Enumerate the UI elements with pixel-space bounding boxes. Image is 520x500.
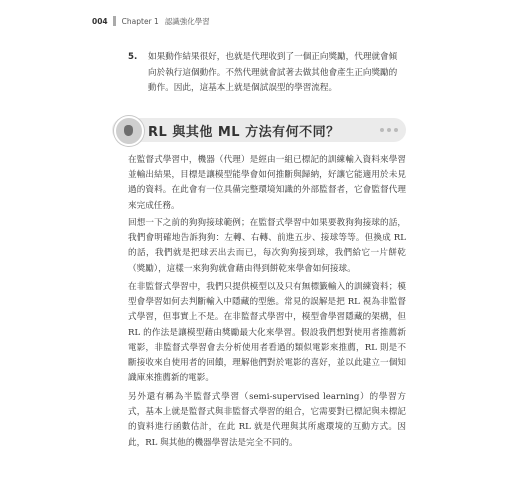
- paragraph-semi-supervised: 另外還有稱為半監督式學習（semi-supervised learning）的學習方式，基本上就是監督式與非監督式學習的組合，它需要對已標記與未標記的資料進行函數估計，在此 RL 就是代理與其所處環境的互動方式。因此，RL 與其他的機器學習法是完全不同的。: [128, 392, 406, 448]
- paragraph-unsupervised: 在非監督式學習中，我們只提供模型以及只有無標籤輸入的訓練資料；模型會學習如何去判斷輸入中隱藏的型態。常見的誤解是把 RL 視為非監督式學習，但事實上不是。在非監督式學習中，模型會學習隱藏的架構，但 RL 的作法是讓模型藉由獎勵最大化來學習。假設我們想對使用者推薦新電影，非監督式學習會去分析使用者看過的類似電影來推薦，RL 則是不斷接收來自使用者的回饋，理解他們對於電影的喜好，並以此建立一個知識庫來推薦新的電影。: [128, 282, 406, 384]
- section-title: RL 與其他 ML 方法有何不同？: [148, 125, 340, 140]
- paragraph-supervised: 在監督式學習中，機器（代理）是經由一組已標記的訓練輸入資料來學習並輸出結果，目標是讓模型能學會如何推斷與歸納，好讓它能適用於未見過的資料。在此會有一位具備完整環境知識的外部監督者，它會監督代理來完成任務。: [128, 155, 406, 211]
- page-number: 004: [92, 16, 108, 26]
- decorative-dots-icon: [380, 128, 398, 132]
- page-header: [92, 14, 210, 28]
- numbered-list-item: [128, 50, 398, 97]
- chapter-label: Chapter 1: [121, 16, 159, 26]
- section-heading-banner: [112, 118, 406, 142]
- section-bullet-icon: [114, 116, 144, 146]
- chapter-title: 認識強化學習: [164, 16, 210, 26]
- header-divider: [113, 16, 116, 26]
- list-item-text: 如果動作結果很好，也就是代理收到了一個正向獎勵，代理就會傾向於執行這個動作。不然代理就會試著去做其他會產生正向獎勵的動作。因此，這基本上就是個試誤型的學習流程。: [148, 52, 398, 93]
- list-item-number: 5.: [128, 52, 138, 62]
- paragraph-dog-example: 回想一下之前的狗狗接球範例；在監督式學習中如果要教狗狗接球的話，我們會明確地告訴狗狗：左轉、右轉、前進五步、接球等等。但換成 RL 的話，我們就是把球丟出去而已，每次狗狗接到球，我們給它一片餅乾（獎勵），這樣一來狗狗就會藉由得到餅乾來學會如何接球。: [128, 218, 406, 274]
